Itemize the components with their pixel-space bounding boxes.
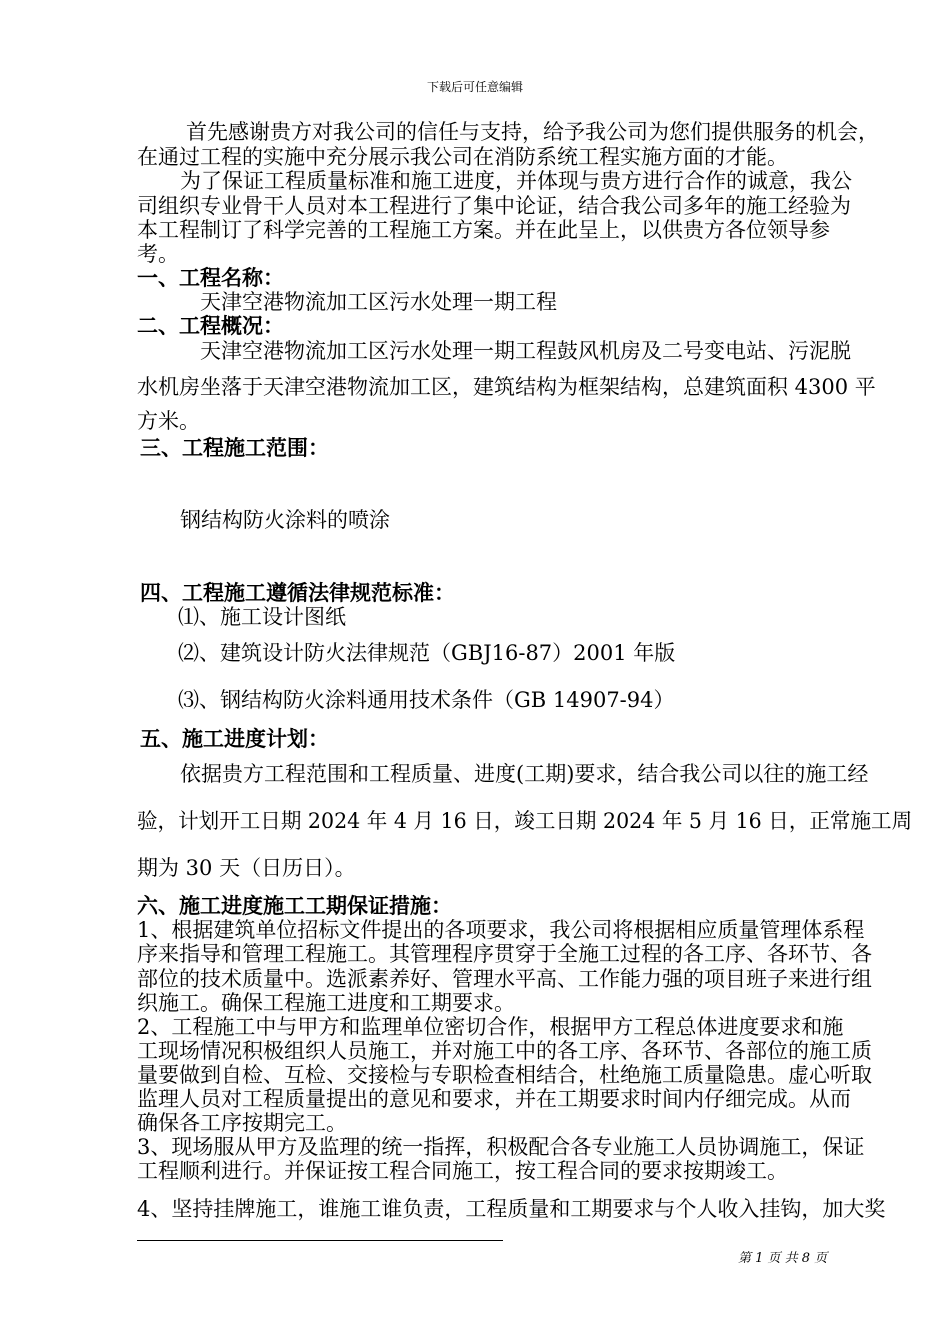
section-title-schedule: 五、施工进度计划： xyxy=(140,726,329,751)
measures-line: 量要做到自检、互检、交接检与专职检查相结合，杜绝施工质量隐患。虚心听取 xyxy=(137,1063,872,1087)
page-header: 下载后可任意编辑 xyxy=(426,80,523,94)
section-title-scope: 三、工程施工范围： xyxy=(140,435,329,460)
measures-line: 监理人员对工程质量提出的意见和要求，并在工期要求时间内仔细完成。从而 xyxy=(137,1087,851,1111)
intro-line: 考。 xyxy=(137,242,179,266)
intro-line: 在通过工程的实施中充分展示我公司在消防系统工程实施方面的才能。 xyxy=(137,145,788,169)
measures-line: 部位的技术质量中。选派素养好、管理水平高、工作能力强的项目班子来进行组 xyxy=(137,967,872,991)
standard-item: ⑶、钢结构防火涂料通用技术条件（GB 14907-94） xyxy=(178,688,675,712)
section-title-overview: 二、工程概况： xyxy=(137,313,284,338)
section-title-standards: 四、工程施工遵循法律规范标准： xyxy=(140,580,455,605)
measures-line: 2、工程施工中与甲方和监理单位密切合作，根据甲方工程总体进度要求和施 xyxy=(137,1015,844,1039)
measures-line: 确保各工序按期完工。 xyxy=(137,1111,347,1135)
measures-line: 3、现场服从甲方及监理的统一指挥，积极配合各专业施工人员协调施工，保证 xyxy=(137,1135,865,1159)
project-name: 天津空港物流加工区污水处理一期工程 xyxy=(200,290,557,314)
intro-line: 首先感谢贵方对我公司的信任与支持，给予我公司为您们提供服务的机会， xyxy=(186,120,879,144)
section-title-project-name: 一、工程名称： xyxy=(137,265,284,290)
intro-line: 为了保证工程质量标准和施工进度，并体现与贵方进行合作的诚意，我公 xyxy=(180,169,852,193)
measures-line: 4、坚持挂牌施工，谁施工谁负责，工程质量和工期要求与个人收入挂钩，加大奖 xyxy=(137,1197,886,1221)
scope-content: 钢结构防火涂料的喷涂 xyxy=(180,508,390,532)
measures-line: 工现场情况积极组织人员施工，并对施工中的各工序、各环节、各部位的施工质 xyxy=(137,1039,872,1063)
overview-line: 水机房坐落于天津空港物流加工区，建筑结构为框架结构，总建筑面积 4300 平 xyxy=(137,375,876,399)
measures-line: 织施工。确保工程施工进度和工期要求。 xyxy=(137,991,515,1015)
footer-divider xyxy=(137,1240,503,1241)
section-title-measures: 六、施工进度施工工期保证措施： xyxy=(137,893,452,918)
page-number: 第 1 页 共 8 页 xyxy=(738,1251,828,1266)
measures-line: 1、根据建筑单位招标文件提出的各项要求，我公司将根据相应质量管理体系程 xyxy=(137,918,865,942)
overview-line: 方米。 xyxy=(137,409,200,433)
standard-item: ⑴、施工设计图纸 xyxy=(178,605,346,629)
intro-line: 本工程制订了科学完善的工程施工方案。并在此呈上，以供贵方各位领导参 xyxy=(137,218,830,242)
schedule-line: 期为 30 天（日历日）。 xyxy=(137,856,356,880)
overview-line: 天津空港物流加工区污水处理一期工程鼓风机房及二号变电站、污泥脱 xyxy=(200,339,851,363)
schedule-line: 依据贵方工程范围和工程质量、进度(工期)要求，结合我公司以往的施工经 xyxy=(180,762,869,786)
measures-line: 序来指导和管理工程施工。其管理程序贯穿于全施工过程的各工序、各环节、各 xyxy=(137,942,872,966)
intro-line: 司组织专业骨干人员对本工程进行了集中论证，结合我公司多年的施工经验为 xyxy=(137,194,851,218)
schedule-line: 验，计划开工日期 2024 年 4 月 16 日，竣工日期 2024 年 5 月 16 日，正常施工周 xyxy=(137,809,913,833)
standard-item: ⑵、建筑设计防火法律规范（GBJ16-87）2001 年版 xyxy=(178,641,676,665)
measures-line: 工程顺利进行。并保证按工程合同施工，按工程合同的要求按期竣工。 xyxy=(137,1159,788,1183)
